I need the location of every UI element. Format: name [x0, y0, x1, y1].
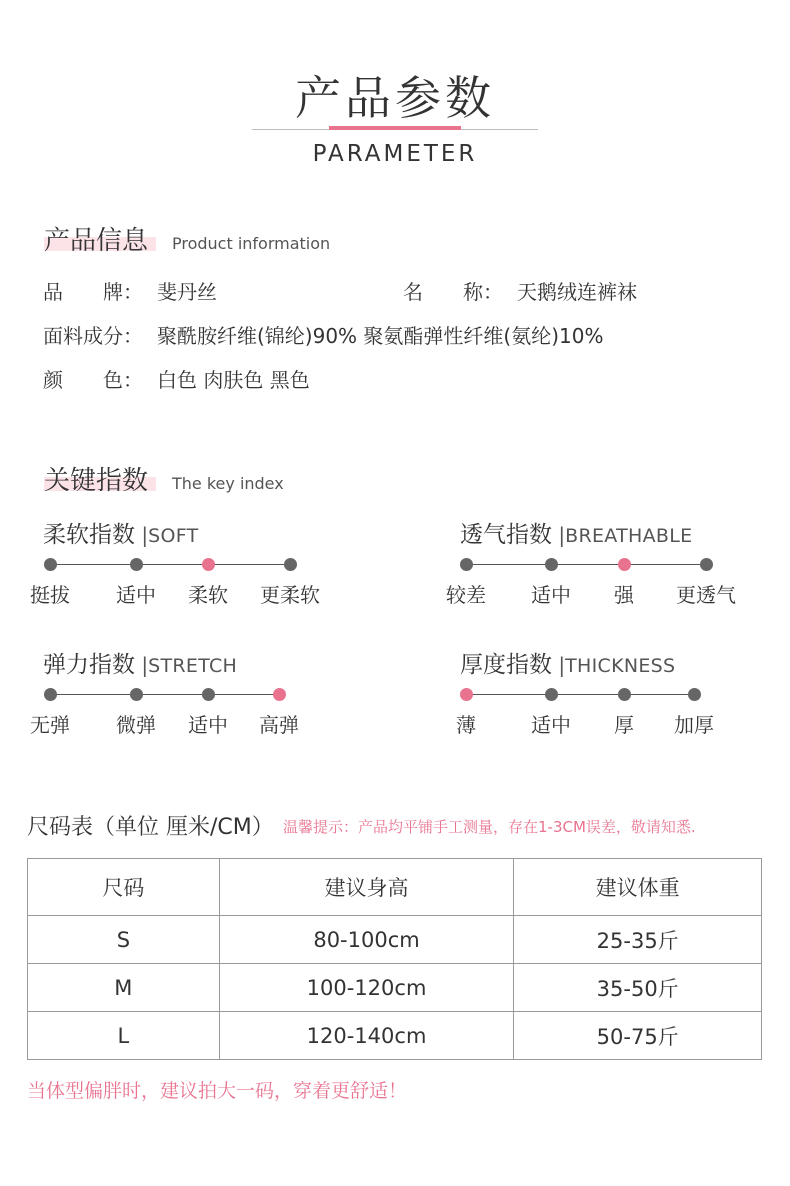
size-chart-title: 尺码表（单位 厘米/CM） — [27, 815, 274, 840]
index-dot — [618, 688, 631, 701]
index-scale-line — [50, 564, 290, 565]
index-dot — [700, 558, 713, 571]
product-info-heading: 产品信息 — [44, 226, 149, 256]
index-dot — [44, 558, 57, 571]
index-level-label: 更柔软 — [260, 583, 320, 607]
index-dot-active — [618, 558, 631, 571]
index-title — [43, 646, 237, 679]
color-value: 白色 肉肤色 黑色 — [157, 368, 310, 392]
weight-cell: 50-75斤 — [514, 1012, 762, 1060]
index-separator: | — [552, 523, 566, 547]
brand-label: 品 牌： — [43, 280, 143, 304]
index-dot — [545, 558, 558, 571]
index-level-label: 较差 — [446, 583, 486, 607]
index-level-label: 适中 — [188, 713, 228, 737]
index-separator: | — [135, 523, 149, 547]
index-scale-line — [466, 694, 694, 695]
index-title-cn: 弹力指数 — [43, 652, 135, 678]
table-row — [28, 964, 762, 1012]
column-header-weight: 建议体重 — [514, 859, 762, 916]
index-dot — [202, 688, 215, 701]
index-scale-line — [50, 694, 279, 695]
index-level-label: 加厚 — [674, 713, 714, 737]
index-dot — [545, 688, 558, 701]
index-dot — [284, 558, 297, 571]
index-title-en: THICKNESS — [565, 655, 676, 677]
index-title-en: STRETCH — [148, 655, 238, 677]
index-level-label: 高弹 — [259, 713, 299, 737]
index-level-label: 适中 — [116, 583, 156, 607]
index-level-label: 挺拔 — [30, 583, 70, 607]
size-cell: M — [28, 964, 220, 1012]
table-row — [28, 1012, 762, 1060]
size-tip: 当体型偏胖时，建议拍大一码，穿着更舒适！ — [27, 1080, 408, 1102]
index-level-label: 薄 — [456, 713, 476, 737]
index-level-label: 无弹 — [30, 713, 70, 737]
column-header-size: 尺码 — [28, 859, 220, 916]
index-separator: | — [135, 653, 149, 677]
page-subtitle: PARAMETER — [312, 141, 478, 167]
key-index-subheading: The key index — [172, 474, 284, 493]
index-separator: | — [552, 653, 566, 677]
index-level-label: 更透气 — [676, 583, 736, 607]
index-title-en: SOFT — [148, 525, 199, 547]
index-level-label: 适中 — [531, 583, 571, 607]
size-cell: L — [28, 1012, 220, 1060]
name-value: 天鹅绒连裤袜 — [517, 280, 637, 304]
index-title — [43, 516, 199, 549]
table-row — [28, 916, 762, 964]
fabric-value: 聚酰胺纤维(锦纶)90% 聚氨酯弹性纤维(氨纶)10% — [157, 324, 604, 348]
index-level-label: 微弹 — [116, 713, 156, 737]
index-title-cn: 厚度指数 — [460, 652, 552, 678]
brand-value: 斐丹丝 — [157, 280, 217, 304]
size-cell: S — [28, 916, 220, 964]
index-dot — [130, 558, 143, 571]
column-header-height: 建议身高 — [219, 859, 514, 916]
title-accent-bar — [329, 126, 461, 130]
index-dot-active — [460, 688, 473, 701]
name-label: 名 称： — [403, 280, 503, 304]
height-cell: 80-100cm — [219, 916, 514, 964]
fabric-label: 面料成分： — [43, 324, 143, 348]
color-label: 颜 色： — [43, 368, 143, 392]
key-index-heading: 关键指数 — [44, 466, 149, 496]
index-title — [460, 516, 692, 549]
index-level-label: 强 — [614, 583, 634, 607]
index-scale-line — [466, 564, 706, 565]
index-dot — [44, 688, 57, 701]
index-title-cn: 柔软指数 — [43, 522, 135, 548]
height-cell: 100-120cm — [219, 964, 514, 1012]
index-dot — [130, 688, 143, 701]
index-dot-active — [273, 688, 286, 701]
size-chart-note: 温馨提示：产品均平铺手工测量，存在1-3CM误差，敬请知悉. — [283, 818, 696, 836]
index-level-label: 适中 — [531, 713, 571, 737]
index-title-en: BREATHABLE — [565, 525, 693, 547]
product-info-subheading: Product information — [172, 234, 331, 253]
page-title: 产品参数 — [295, 71, 495, 125]
index-level-label: 柔软 — [188, 583, 228, 607]
index-level-label: 厚 — [614, 713, 634, 737]
size-table — [27, 858, 762, 1060]
table-header-row — [28, 859, 762, 916]
index-dot-active — [202, 558, 215, 571]
weight-cell: 25-35斤 — [514, 916, 762, 964]
weight-cell: 35-50斤 — [514, 964, 762, 1012]
index-title — [460, 646, 675, 679]
index-dot — [688, 688, 701, 701]
index-title-cn: 透气指数 — [460, 522, 552, 548]
height-cell: 120-140cm — [219, 1012, 514, 1060]
index-dot — [460, 558, 473, 571]
